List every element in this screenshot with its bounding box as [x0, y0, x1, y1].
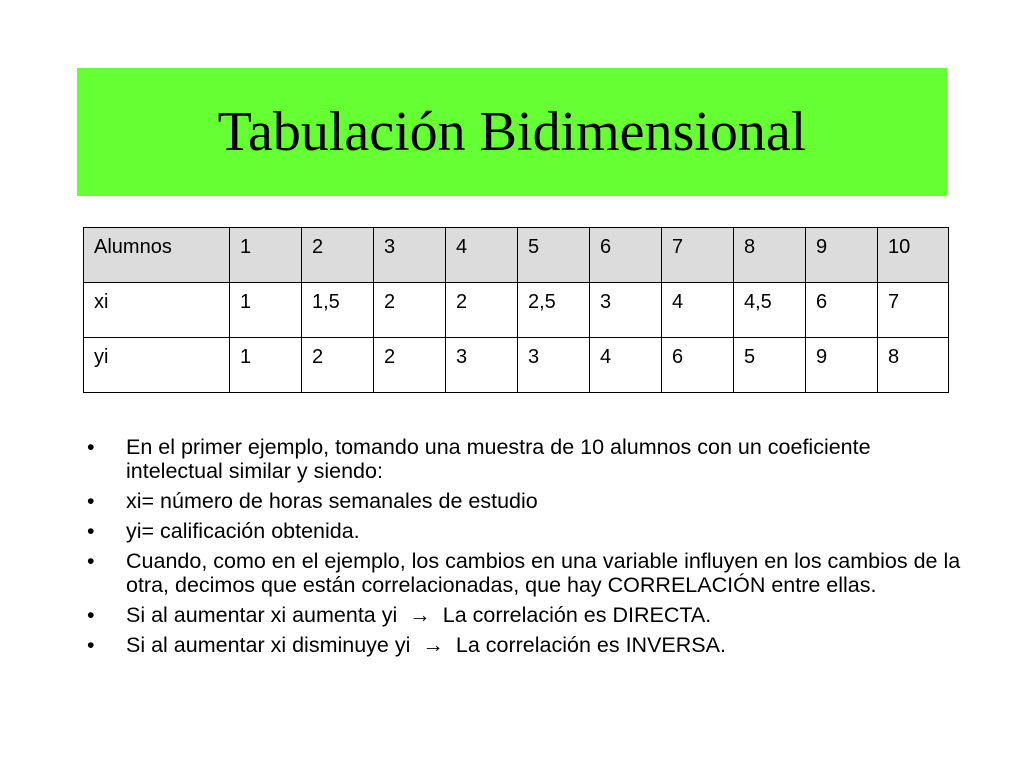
table-cell: 6: [806, 283, 878, 338]
table-row-label: yi: [84, 338, 230, 393]
table-cell: 3: [518, 338, 590, 393]
bullet-marker: •: [87, 549, 95, 573]
bullet-text: yi= calificación obtenida.: [126, 519, 360, 543]
table-header-cell: 3: [374, 228, 446, 283]
table-cell: 1: [230, 283, 302, 338]
table-header-cell: 5: [518, 228, 590, 283]
bullet-marker: •: [87, 633, 95, 657]
bullet-item: [80, 603, 970, 627]
table-cell: 4: [662, 283, 734, 338]
data-table: [83, 227, 949, 393]
bullet-marker: •: [87, 603, 95, 627]
table-cell: 7: [878, 283, 949, 338]
bullet-text: xi= número de horas semanales de estudio: [126, 489, 538, 513]
table-cell: 2,5: [518, 283, 590, 338]
table-header-cell: 8: [734, 228, 806, 283]
table-cell: 2: [374, 283, 446, 338]
bullet-marker: •: [87, 489, 95, 513]
bullet-text-result: La correlación es DIRECTA.: [442, 603, 712, 627]
bullet-list: [80, 435, 970, 663]
bullet-text-lead: Si al aumentar xi disminuye yi: [126, 633, 411, 657]
table-cell: 4,5: [734, 283, 806, 338]
bullet-marker: •: [87, 519, 95, 543]
table-cell: 2: [302, 338, 374, 393]
table-cell: 8: [878, 338, 949, 393]
bullet-marker: •: [87, 435, 95, 459]
arrow-right-icon: →: [422, 633, 444, 657]
table-header-cell: 10: [878, 228, 949, 283]
table-header-cell: 4: [446, 228, 518, 283]
bullet-item: [80, 489, 970, 513]
table-cell: 6: [662, 338, 734, 393]
table-cell: 2: [374, 338, 446, 393]
table-header-cell: 6: [590, 228, 662, 283]
slide-title: Tabulación Bidimensional: [217, 101, 807, 163]
table-row-xi: [84, 283, 949, 338]
bullet-text: Cuando, como en el ejemplo, los cambios en una variable influyen en los cambios de la otra, decimos que están correlacionadas, que hay CORRELACIÓN entre ellas.: [126, 549, 961, 597]
table-header-cell: Alumnos: [84, 228, 230, 283]
table-row-yi: [84, 338, 949, 393]
bullet-text-lead: Si al aumentar xi aumenta yi: [126, 603, 398, 627]
bullet-text: En el primer ejemplo, tomando una muestra de 10 alumnos con un coeficiente intelectual similar y siendo:: [126, 435, 871, 483]
table-cell: 2: [446, 283, 518, 338]
bullet-text-result: La correlación es INVERSA.: [455, 633, 726, 657]
table-cell: 3: [590, 283, 662, 338]
table-header-row: [84, 228, 949, 283]
table-cell: 5: [734, 338, 806, 393]
table-cell: 9: [806, 338, 878, 393]
table-row-label: xi: [84, 283, 230, 338]
table-cell: 1,5: [302, 283, 374, 338]
table-cell: 1: [230, 338, 302, 393]
bullet-item: [80, 519, 970, 543]
arrow-right-icon: →: [409, 603, 431, 627]
table-header-cell: 7: [662, 228, 734, 283]
bullet-item: [80, 435, 970, 483]
table-header-cell: 9: [806, 228, 878, 283]
table-cell: 3: [446, 338, 518, 393]
title-banner: [77, 68, 947, 196]
table-header-cell: 1: [230, 228, 302, 283]
bullet-item: [80, 633, 970, 657]
table-cell: 4: [590, 338, 662, 393]
bullet-item: [80, 549, 970, 597]
table-header-cell: 2: [302, 228, 374, 283]
